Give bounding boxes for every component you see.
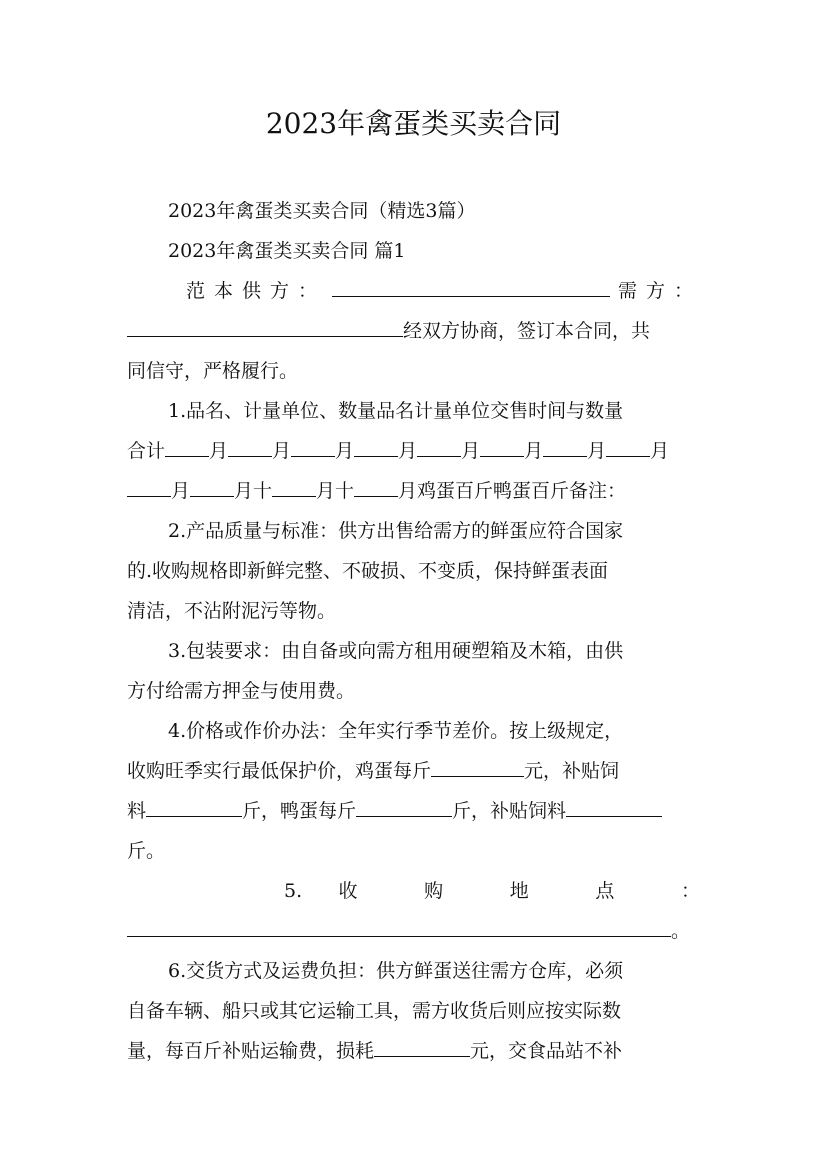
parties-line-1 — [186, 276, 703, 306]
parties-line-3: 同信守，严格履行。 — [127, 360, 299, 382]
item5-line-1 — [284, 876, 700, 906]
text-segment: 月 — [272, 440, 292, 462]
text-segment: 收 — [338, 880, 388, 902]
location-blank — [127, 916, 671, 937]
item2-line-3: 清洁，不沾附泥污等物。 — [127, 600, 337, 622]
buyer-blank — [127, 316, 403, 337]
text-segment: 斤，鸭蛋每斤 — [242, 800, 357, 822]
item4-line-4: 斤。 — [127, 840, 166, 862]
fill-in-blank — [543, 436, 587, 457]
text-segment: 月 — [650, 440, 670, 462]
fill-in-blank — [165, 436, 209, 457]
text-segment: 月 — [587, 440, 607, 462]
text-segment: 。 — [671, 920, 691, 942]
section-heading: 2023年禽蛋类买卖合同 篇1 — [168, 240, 406, 262]
item4-line-2 — [127, 756, 619, 786]
text-segment: 月鸡蛋百斤鸭蛋百斤备注： — [398, 480, 627, 502]
item1-total-label: 合计 — [127, 440, 166, 462]
item1-line-3 — [127, 476, 626, 506]
fill-in-blank — [354, 436, 398, 457]
fill-in-blank — [272, 476, 316, 497]
parties-line-2-text: 经双方协商，签订本合同，共 — [403, 320, 651, 342]
fill-in-blank — [146, 796, 242, 817]
fill-in-blank — [480, 436, 524, 457]
text-segment: 量，每百斤补贴运输费，损耗 — [127, 1040, 375, 1062]
text-segment: 月 — [398, 440, 418, 462]
item6-line-2: 自备车辆、船只或其它运输工具，需方收货后则应按实际数 — [127, 1000, 622, 1022]
text-segment: 5. — [284, 880, 303, 902]
text-segment: 收购旺季实行最低保护价，鸡蛋每斤 — [127, 760, 432, 782]
fill-in-blank — [291, 436, 335, 457]
text-segment: 月 — [171, 480, 191, 502]
text-segment: 月十 — [234, 480, 273, 502]
fill-in-blank — [606, 436, 650, 457]
text-segment: 月 — [461, 440, 481, 462]
fill-in-blank — [354, 476, 398, 497]
document-subtitle: 2023年禽蛋类买卖合同（精选3篇） — [168, 200, 476, 222]
item1-line-1: 1.品名、计量单位、数量品名计量单位交售时间与数量 — [168, 400, 624, 422]
item2-line-2: 的.收购规格即新鲜完整、不破损、不变质，保持鲜蛋表面 — [127, 560, 609, 582]
text-segment: 月十 — [316, 480, 355, 502]
supplier-blank — [332, 276, 610, 297]
item3-line-2: 方付给需方押金与使用费。 — [127, 680, 356, 702]
fill-in-blank — [127, 476, 171, 497]
text-segment: 料 — [127, 800, 147, 822]
text-segment: 月 — [335, 440, 355, 462]
item5-line-2 — [127, 916, 690, 946]
text-segment: 地 — [509, 880, 560, 902]
fill-in-blank — [417, 436, 461, 457]
text-segment: 点 — [595, 880, 645, 902]
egg-price-blank — [431, 756, 524, 777]
text-segment: 元，交食品站不补 — [470, 1040, 623, 1062]
item4-line-1: 4.价格或作价办法：全年实行季节差价。按上级规定， — [168, 720, 624, 742]
text-segment: 购 — [424, 880, 474, 902]
text-segment: 元，补贴饲 — [524, 760, 620, 782]
item4-line-3 — [127, 796, 662, 826]
item1-line-2 — [127, 436, 669, 466]
fill-in-blank — [356, 796, 452, 817]
text-segment: 斤，补贴饲料 — [452, 800, 567, 822]
fill-in-blank — [566, 796, 662, 817]
fill-in-blank — [190, 476, 234, 497]
text-segment: ： — [680, 880, 700, 902]
text-segment: 月 — [209, 440, 229, 462]
document-title: 2023年禽蛋类买卖合同 — [265, 107, 562, 140]
item6-line-1: 6.交货方式及运费负担：供方鲜蛋送往需方仓库，必须 — [168, 960, 624, 982]
supplier-label: 范本供方： — [186, 280, 327, 302]
text-segment: 月 — [524, 440, 544, 462]
loss-blank — [374, 1036, 470, 1057]
parties-line-2 — [127, 316, 650, 346]
fill-in-blank — [228, 436, 272, 457]
item6-line-3 — [127, 1036, 622, 1066]
item2-line-1: 2.产品质量与标准：供方出售给需方的鲜蛋应符合国家 — [168, 520, 624, 542]
buyer-label: 需方： — [618, 280, 703, 302]
item3-line-1: 3.包装要求：由自备或向需方租用硬塑箱及木箱，由供 — [168, 640, 624, 662]
